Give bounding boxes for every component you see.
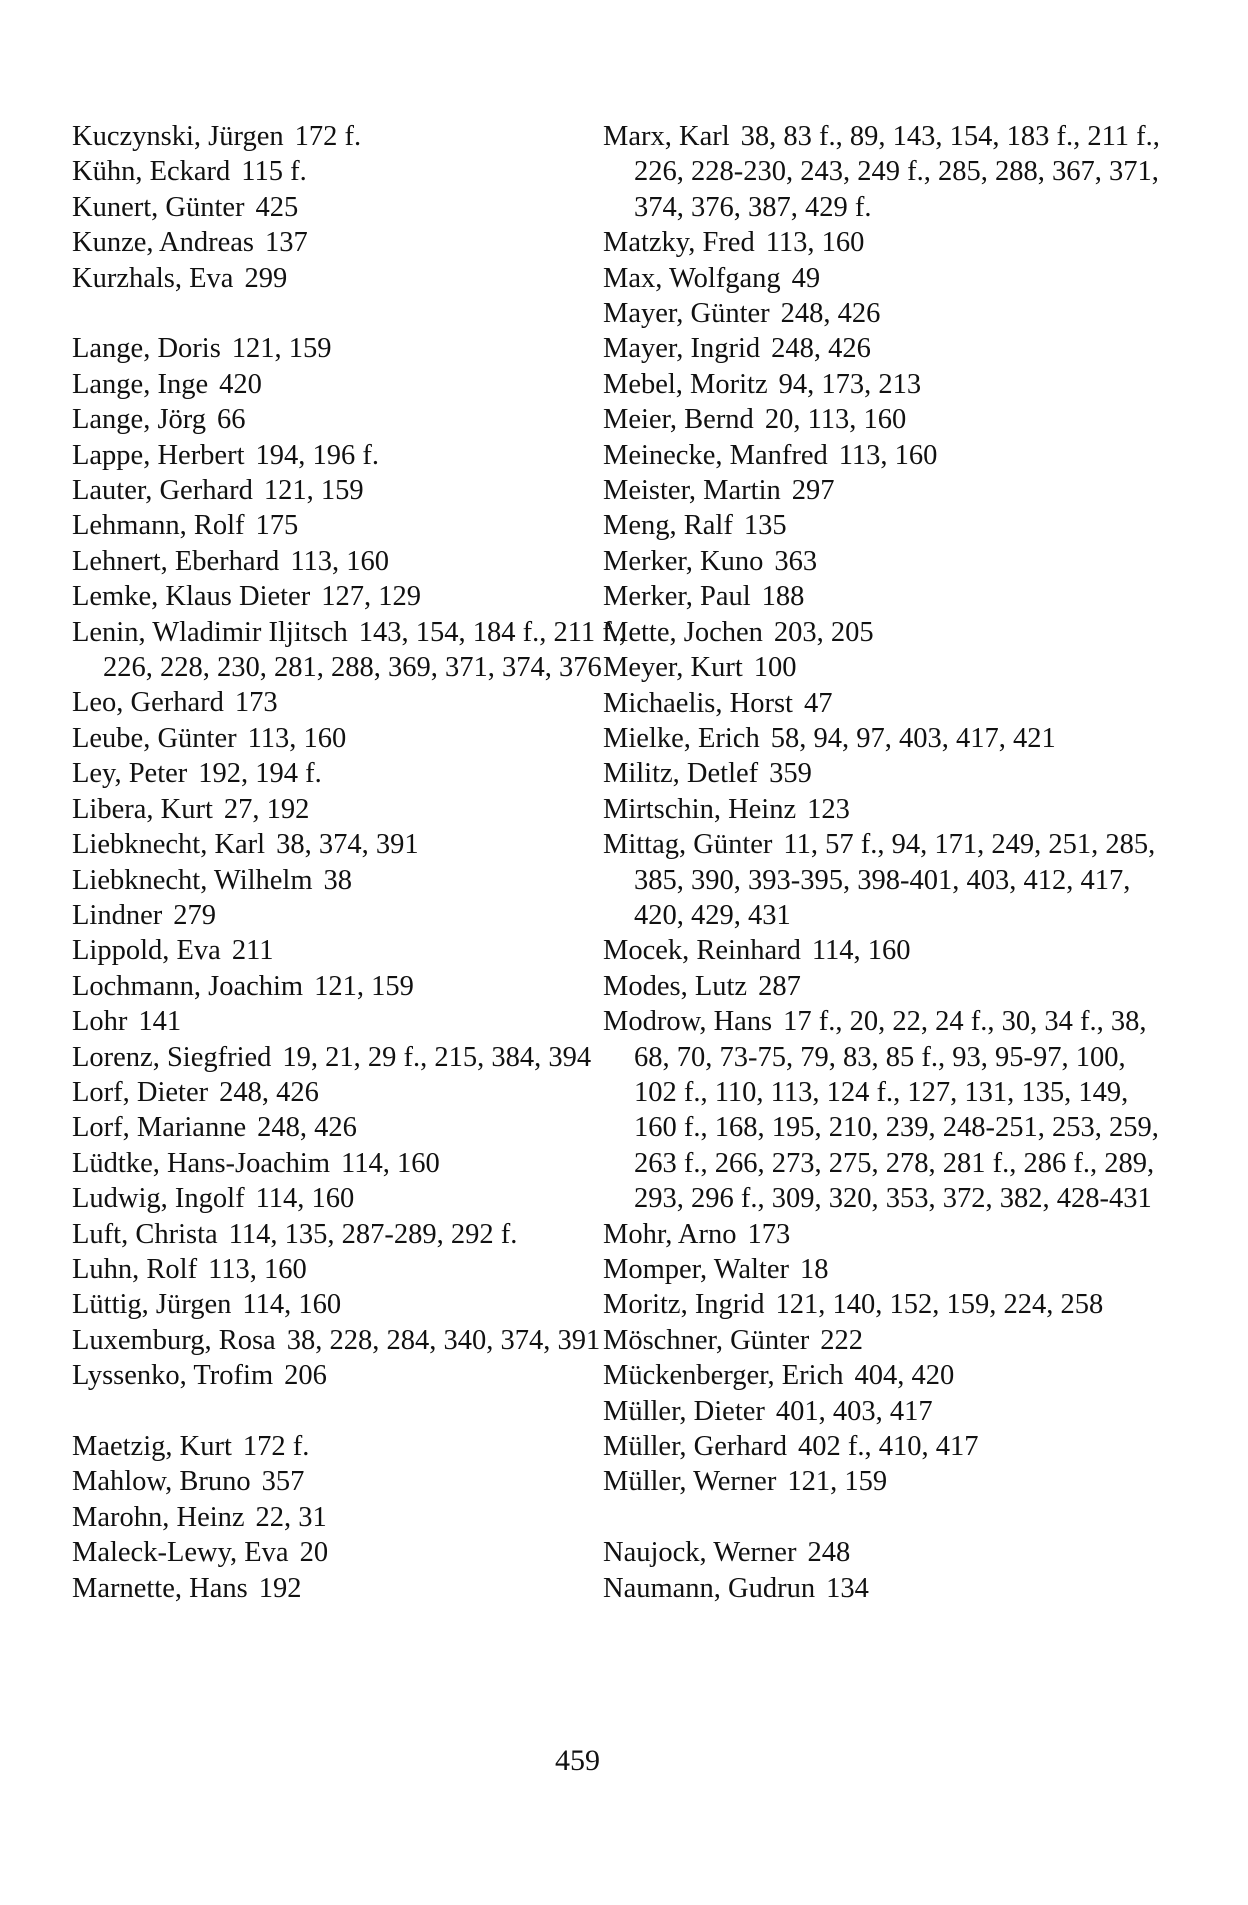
entry-pages: 27, 192	[223, 793, 310, 825]
entry-name: Maetzig, Kurt	[72, 1431, 232, 1462]
index-entry	[72, 402, 632, 437]
entry-pages: 127, 129	[321, 581, 421, 613]
index-entry	[603, 1323, 1163, 1358]
index-entry	[72, 1500, 632, 1535]
entry-name: Modes, Lutz	[603, 970, 748, 1002]
entry-pages: 121, 159	[231, 333, 332, 365]
entry-name: Mette, Jochen	[603, 616, 763, 648]
entry-name: Mohr, Arno	[603, 1218, 737, 1250]
index-entry	[72, 508, 632, 543]
entry-name: Leube, Günter	[72, 722, 237, 754]
entry-name: Lange, Inge	[72, 368, 209, 400]
entry-pages: 38, 83 f., 89, 143, 154, 183 f., 211 f., 226, 228-230, 243, 249 f., 285, 288, 367, 371, 374, 376, 387, 429 f.	[634, 121, 1160, 223]
entry-name: Liebknecht, Wilhelm	[72, 864, 313, 896]
index-entry	[603, 438, 1163, 473]
entry-name: Mielke, Erich	[603, 722, 760, 754]
entry-name: Moritz, Ingrid	[603, 1289, 765, 1321]
entry-pages: 49	[791, 262, 821, 294]
entry-name: Liebknecht, Karl	[72, 829, 266, 861]
entry-name: Müller, Gerhard	[603, 1431, 788, 1463]
entry-pages: 137	[265, 227, 308, 259]
entry-name: Müller, Dieter	[603, 1395, 765, 1427]
entry-name: Lappe, Herbert	[72, 439, 245, 471]
entry-pages: 20	[299, 1537, 329, 1569]
entry-pages: 297	[791, 475, 835, 507]
entry-name: Lorenz, Siegfried	[72, 1041, 272, 1073]
entry-name: Luhn, Rolf	[72, 1253, 198, 1285]
entry-pages: 175	[255, 510, 299, 542]
entry-pages: 123	[807, 793, 850, 825]
entry-pages: 401, 403, 417	[775, 1395, 933, 1427]
index-entry	[72, 721, 632, 756]
index-entry	[72, 1040, 632, 1075]
entry-name: Luft, Christa	[72, 1218, 218, 1250]
entry-pages: 194, 196 f.	[255, 439, 379, 471]
index-entry	[72, 969, 632, 1004]
index-entry	[72, 261, 632, 296]
entry-pages: 287	[758, 970, 801, 1002]
entry-pages: 121, 159	[263, 475, 364, 507]
entry-name: Momper, Walter	[603, 1254, 789, 1285]
entry-pages: 17 f., 20, 22, 24 f., 30, 34 f., 38, 68, 70, 73-75, 79, 83, 85 f., 93, 95-97, 100, 102 f., 110, 113, 124 f., 127, 131, 135, 149, 160 f., 168, 195, 210, 239, 248-251, 253, 259, 263 f., 266, 273, 275, 278, 281 f., 286 f., 289, 293, 296 f., 309, 320, 353, 372, 382, 428-431	[634, 1006, 1159, 1215]
entry-pages: 114, 160	[242, 1289, 342, 1321]
entry-name: Mayer, Ingrid	[603, 333, 761, 365]
entry-pages: 94, 173, 213	[778, 368, 922, 400]
entry-name: Mebel, Moritz	[603, 368, 768, 400]
entry-pages: 114, 160	[255, 1183, 355, 1215]
entry-pages: 425	[255, 191, 299, 223]
index-entry	[603, 933, 1163, 968]
entry-name: Lyssenko, Trofim	[72, 1360, 274, 1392]
index-entry	[72, 792, 632, 827]
entry-name: Merker, Kuno	[603, 545, 764, 577]
entry-name: Lippold, Eva	[72, 935, 221, 967]
entry-pages: 113, 160	[208, 1253, 307, 1285]
index-entry	[72, 1252, 632, 1287]
entry-pages: 38, 228, 284, 340, 374, 391	[286, 1324, 601, 1356]
index-entry	[72, 756, 632, 791]
index-entry	[72, 1004, 632, 1039]
entry-name: Mocek, Reinhard	[603, 935, 801, 967]
index-entry	[603, 367, 1163, 402]
letter-section-gap	[72, 296, 632, 331]
index-entry	[72, 154, 632, 189]
entry-name: Leo, Gerhard	[72, 687, 224, 719]
index-entry	[603, 686, 1163, 721]
entry-name: Marnette, Hans	[72, 1572, 248, 1604]
entry-pages: 121, 159	[314, 970, 414, 1002]
entry-pages: 173	[747, 1218, 791, 1250]
entry-name: Luxemburg, Rosa	[72, 1324, 276, 1356]
entry-name: Meister, Martin	[603, 475, 781, 507]
index-column-left	[72, 119, 632, 1606]
index-entry	[72, 1535, 632, 1570]
entry-name: Libera, Kurt	[72, 793, 213, 825]
entry-pages: 38	[323, 864, 353, 896]
index-entry	[603, 402, 1163, 437]
entry-pages: 38, 374, 391	[276, 829, 419, 861]
entry-pages: 18	[800, 1254, 829, 1285]
index-entry	[72, 331, 632, 366]
entry-pages: 114, 160	[811, 935, 911, 967]
entry-pages: 359	[769, 758, 812, 790]
index-entry	[603, 1217, 1163, 1252]
entry-name: Mückenberger, Erich	[603, 1360, 844, 1392]
entry-pages: 173	[234, 687, 278, 719]
index-entry	[603, 1464, 1163, 1499]
entry-name: Lorf, Marianne	[72, 1112, 247, 1144]
entry-pages: 22, 31	[255, 1501, 327, 1533]
index-entry	[72, 225, 632, 260]
entry-pages: 299	[244, 262, 288, 294]
entry-name: Ley, Peter	[72, 758, 188, 790]
index-entry	[72, 898, 632, 933]
index-entry	[603, 296, 1163, 331]
entry-name: Meinecke, Manfred	[603, 439, 828, 471]
entry-pages: 222	[820, 1324, 863, 1356]
index-entry	[603, 969, 1163, 1004]
index-entry	[72, 544, 632, 579]
entry-name: Lorf, Dieter	[72, 1076, 209, 1108]
index-entry	[603, 792, 1163, 827]
index-entry	[603, 1287, 1163, 1322]
entry-name: Lange, Doris	[72, 333, 221, 365]
entry-name: Lehnert, Eberhard	[72, 545, 280, 577]
entry-name: Kurzhals, Eva	[72, 262, 234, 294]
entry-pages: 172 f.	[294, 121, 362, 152]
entry-pages: 420	[219, 368, 262, 400]
entry-name: Modrow, Hans	[603, 1006, 773, 1038]
index-entry	[72, 1287, 632, 1322]
index-entry	[603, 1358, 1163, 1393]
entry-pages: 248	[807, 1537, 851, 1569]
letter-section-gap	[72, 1394, 632, 1429]
entry-pages: 135	[743, 510, 787, 542]
entry-name: Marohn, Heinz	[72, 1501, 245, 1533]
index-entry	[603, 1394, 1163, 1429]
entry-name: Matzky, Fred	[603, 227, 755, 259]
index-entry	[72, 1429, 632, 1464]
entry-pages: 66	[217, 404, 246, 436]
index-entry	[72, 1110, 632, 1145]
entry-name: Möschner, Günter	[603, 1324, 810, 1356]
entry-pages: 114, 135, 287-289, 292 f.	[228, 1218, 518, 1250]
entry-name: Lehmann, Rolf	[72, 510, 245, 542]
entry-name: Naujock, Werner	[603, 1537, 797, 1569]
index-entry	[72, 1323, 632, 1358]
entry-pages: 143, 154, 184 f., 211 f., 226, 228, 230, 281, 288, 369, 371, 374, 376	[103, 616, 627, 684]
entry-name: Meyer, Kurt	[603, 652, 743, 684]
entry-pages: 19, 21, 29 f., 215, 384, 394	[282, 1041, 592, 1073]
index-entry	[72, 1464, 632, 1499]
entry-name: Meier, Bernd	[603, 404, 754, 436]
entry-name: Lochmann, Joachim	[72, 970, 304, 1002]
index-entry	[72, 579, 632, 614]
entry-name: Lüttig, Jürgen	[72, 1289, 232, 1321]
entry-name: Mahlow, Bruno	[72, 1466, 251, 1498]
entry-name: Meng, Ralf	[603, 510, 733, 542]
entry-pages: 404, 420	[854, 1360, 955, 1392]
entry-pages: 248, 426	[771, 333, 871, 365]
entry-name: Merker, Paul	[603, 581, 751, 613]
entry-name: Michaelis, Horst	[603, 687, 793, 719]
entry-name: Militz, Detlef	[603, 758, 759, 790]
index-entry	[603, 1004, 1163, 1216]
entry-name: Lohr	[72, 1006, 128, 1038]
entry-pages: 141	[138, 1006, 182, 1038]
entry-name: Lüdtke, Hans-Joachim	[72, 1147, 331, 1179]
index-entry	[72, 119, 632, 154]
entry-pages: 11, 57 f., 94, 171, 249, 251, 285, 385, 390, 393-395, 398-401, 403, 412, 417, 420, 429, 431	[634, 829, 1156, 931]
index-entry	[603, 579, 1163, 614]
entry-pages: 113, 160	[247, 722, 347, 754]
entry-name: Lange, Jörg	[72, 404, 207, 436]
page-number: 459	[555, 1744, 600, 1777]
entry-name: Kuczynski, Jürgen	[72, 121, 284, 152]
index-column-right	[603, 119, 1163, 1606]
entry-pages: 211	[231, 935, 274, 967]
entry-pages: 248, 426	[780, 298, 881, 330]
entry-pages: 363	[774, 545, 818, 577]
index-entry	[603, 615, 1163, 650]
index-entry	[603, 473, 1163, 508]
index-entry	[72, 933, 632, 968]
entry-name: Maleck-Lewy, Eva	[72, 1537, 289, 1569]
index-entry	[72, 1075, 632, 1110]
entry-pages: 121, 140, 152, 159, 224, 258	[775, 1289, 1104, 1321]
index-entry	[72, 190, 632, 225]
index-entry	[72, 1571, 632, 1606]
entry-pages: 192	[258, 1572, 302, 1604]
index-entry	[603, 756, 1163, 791]
index-entry	[603, 331, 1163, 366]
entry-pages: 203, 205	[773, 616, 874, 648]
entry-name: Lenin, Wladimir Iljitsch	[72, 616, 348, 648]
entry-name: Lauter, Gerhard	[72, 475, 253, 507]
entry-name: Naumann, Gudrun	[603, 1572, 816, 1604]
entry-pages: 134	[826, 1572, 869, 1604]
index-entry	[603, 650, 1163, 685]
entry-name: Lindner	[72, 899, 163, 931]
index-entry	[72, 615, 632, 686]
entry-pages: 192, 194 f.	[198, 758, 322, 790]
index-entry	[72, 863, 632, 898]
index-entry	[72, 473, 632, 508]
index-entry	[603, 544, 1163, 579]
index-entry	[72, 1358, 632, 1393]
index-entry	[603, 261, 1163, 296]
index-entry	[72, 1217, 632, 1252]
index-entry	[603, 225, 1163, 260]
entry-pages: 113, 160	[765, 227, 865, 259]
index-entry	[603, 1252, 1163, 1287]
entry-pages: 172 f.	[242, 1431, 310, 1462]
entry-pages: 100	[753, 652, 797, 684]
entry-pages: 206	[284, 1360, 327, 1392]
entry-name: Mayer, Günter	[603, 298, 770, 330]
entry-name: Max, Wolfgang	[603, 262, 781, 294]
index-entry	[603, 827, 1163, 933]
index-entry	[603, 1535, 1163, 1570]
entry-pages: 113, 160	[290, 545, 390, 577]
entry-pages: 402 f., 410, 417	[798, 1431, 979, 1463]
entry-name: Mirtschin, Heinz	[603, 793, 797, 825]
index-entry	[603, 721, 1163, 756]
index-entry	[72, 438, 632, 473]
index-entry	[72, 367, 632, 402]
entry-pages: 248, 426	[219, 1076, 319, 1108]
entry-name: Kunert, Günter	[72, 191, 245, 223]
entry-name: Marx, Karl	[603, 121, 730, 152]
entry-pages: 113, 160	[838, 439, 938, 471]
entry-pages: 115 f.	[241, 156, 307, 188]
entry-name: Kunze, Andreas	[72, 227, 255, 259]
entry-pages: 248, 426	[257, 1112, 357, 1144]
entry-name: Kühn, Eckard	[72, 156, 231, 188]
index-entry	[72, 827, 632, 862]
entry-pages: 20, 113, 160	[764, 404, 907, 436]
index-entry	[603, 1429, 1163, 1464]
index-entry	[72, 1181, 632, 1216]
entry-pages: 58, 94, 97, 403, 417, 421	[770, 722, 1056, 754]
entry-name: Müller, Werner	[603, 1466, 777, 1498]
entry-pages: 357	[261, 1466, 305, 1498]
entry-name: Ludwig, Ingolf	[72, 1183, 245, 1215]
index-entry	[72, 1146, 632, 1181]
letter-section-gap	[603, 1500, 1163, 1535]
entry-name: Lemke, Klaus Dieter	[72, 581, 311, 613]
entry-pages: 121, 159	[787, 1466, 888, 1498]
index-entry	[603, 1571, 1163, 1606]
index-entry	[603, 119, 1163, 225]
entry-pages: 188	[761, 581, 805, 613]
entry-pages: 47	[803, 687, 833, 719]
entry-pages: 279	[173, 899, 216, 931]
index-entry	[603, 508, 1163, 543]
entry-name: Mittag, Günter	[603, 829, 773, 861]
entry-pages: 114, 160	[341, 1147, 440, 1179]
index-entry	[72, 685, 632, 720]
